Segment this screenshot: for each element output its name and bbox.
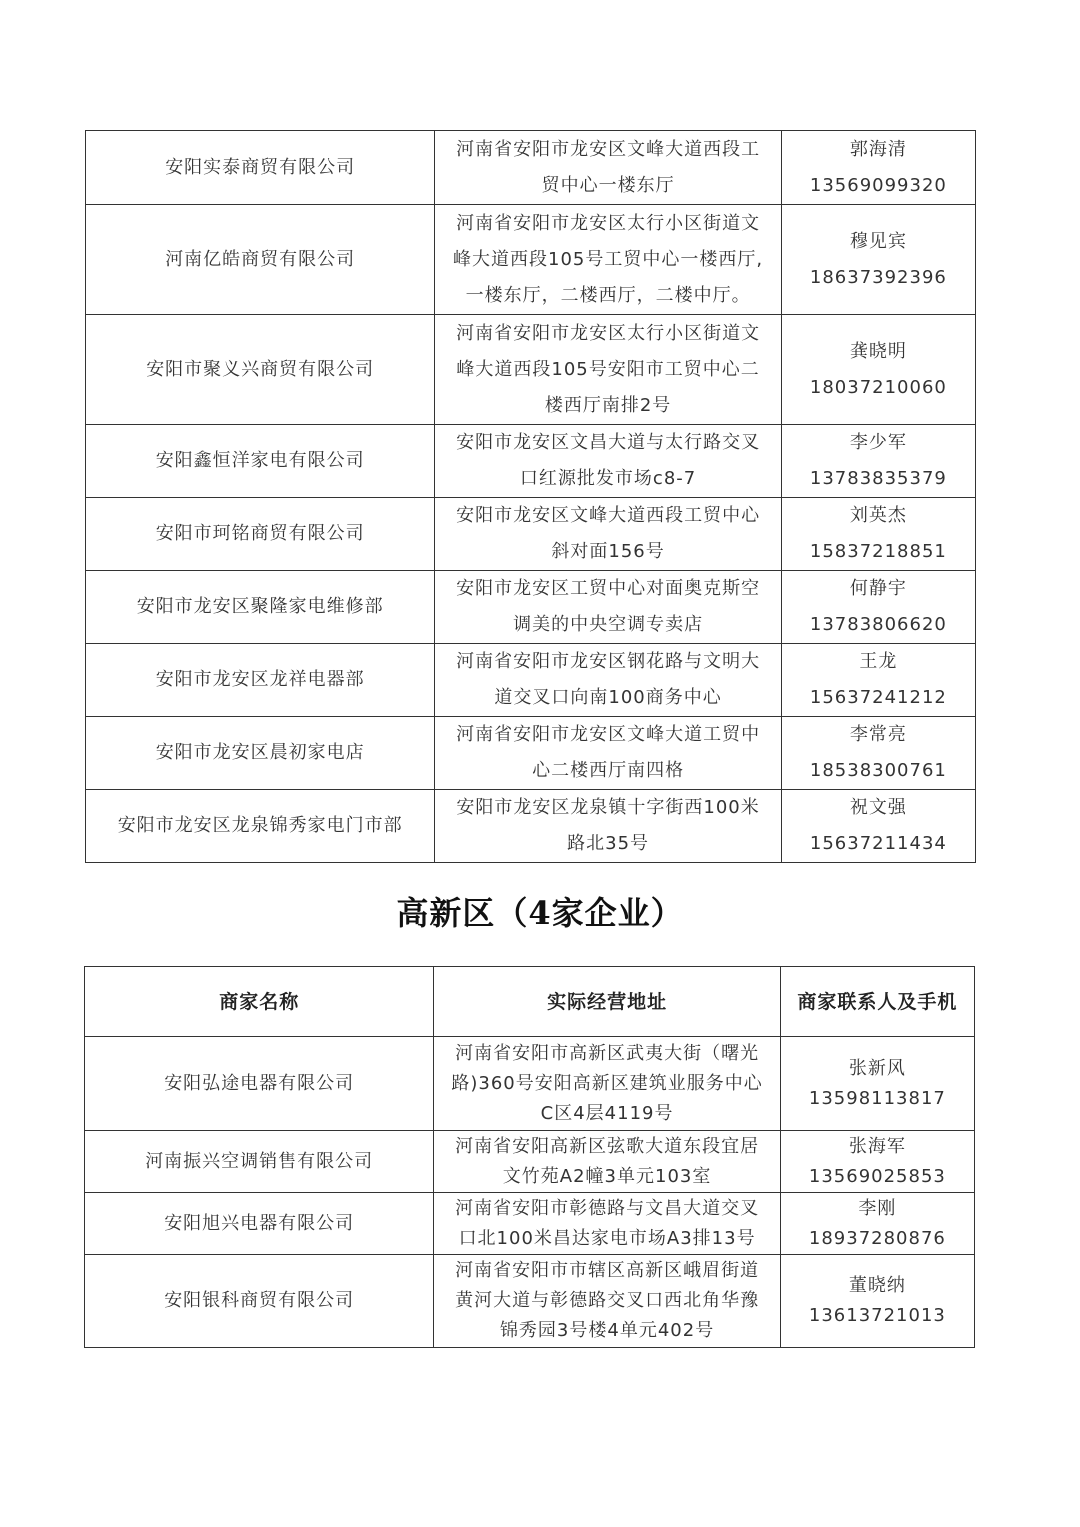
column-header-contact: 商家联系人及手机 [780,967,974,1037]
merchant-contact: 李刚 18937280876 [780,1193,974,1255]
longan-merchant-table [85,130,976,863]
section-title: 高新区（4家企业） [396,894,684,932]
merchant-name: 安阳银科商贸有限公司 [85,1255,434,1348]
table-row [86,498,976,571]
merchant-name: 安阳市龙安区晨初家电店 [86,717,435,790]
merchant-name: 河南亿皓商贸有限公司 [86,205,435,315]
merchant-address: 河南省安阳市市辖区高新区峨眉街道 黄河大道与彰德路交叉口西北角华豫 锦秀园3号楼4单元402号 [434,1255,780,1348]
table-row [85,1193,975,1255]
merchant-contact: 李少军 13783835379 [781,425,975,498]
merchant-contact: 何静宇 13783806620 [781,571,975,644]
table-row [86,644,976,717]
merchant-name: 安阳鑫恒洋家电有限公司 [86,425,435,498]
table-row [85,1037,975,1131]
merchant-contact: 李常亮 18538300761 [781,717,975,790]
merchant-address: 安阳市龙安区文昌大道与太行路交叉 口红源批发市场c8-7 [435,425,781,498]
merchant-contact: 穆见宾 18637392396 [781,205,975,315]
merchant-address: 河南省安阳市龙安区文峰大道西段工 贸中心一楼东厅 [435,131,781,205]
merchant-name: 河南振兴空调销售有限公司 [85,1131,434,1193]
table-row [86,717,976,790]
table-row [86,131,976,205]
merchant-contact: 郭海清 13569099320 [781,131,975,205]
merchant-contact: 董晓纳 13613721013 [780,1255,974,1348]
table-row [86,315,976,425]
table-row [86,205,976,315]
merchant-name: 安阳市龙安区龙祥电器部 [86,644,435,717]
table-row [85,1131,975,1193]
gaoxin-merchant-table [84,966,975,1348]
merchant-address: 河南省安阳高新区弦歌大道东段宜居 文竹苑A2幢3单元103室 [434,1131,780,1193]
merchant-address: 河南省安阳市高新区武夷大街（曙光 路)360号安阳高新区建筑业服务中心 C区4层4119号 [434,1037,780,1131]
merchant-address: 河南省安阳市龙安区文峰大道工贸中 心二楼西厅南四格 [435,717,781,790]
merchant-contact: 龚晓明 18037210060 [781,315,975,425]
gaoxin-table-body [85,1037,975,1348]
merchant-name: 安阳旭兴电器有限公司 [85,1193,434,1255]
table-row [86,571,976,644]
merchant-name: 安阳实泰商贸有限公司 [86,131,435,205]
merchant-contact: 刘英杰 15837218851 [781,498,975,571]
merchant-name: 安阳市龙安区聚隆家电维修部 [86,571,435,644]
merchant-contact: 祝文强 15637211434 [781,790,975,863]
merchant-name: 安阳市珂铭商贸有限公司 [86,498,435,571]
header-row [85,967,975,1037]
longan-table-body [86,131,976,863]
merchant-contact: 张海军 13569025853 [780,1131,974,1193]
merchant-address: 安阳市龙安区工贸中心对面奥克斯空 调美的中央空调专卖店 [435,571,781,644]
column-header-address: 实际经营地址 [434,967,780,1037]
merchant-address: 安阳市龙安区文峰大道西段工贸中心 斜对面156号 [435,498,781,571]
merchant-address: 安阳市龙安区龙泉镇十字街西100米 路北35号 [435,790,781,863]
merchant-name: 安阳市龙安区龙泉锦秀家电门市部 [86,790,435,863]
merchant-name: 安阳弘途电器有限公司 [85,1037,434,1131]
merchant-address: 河南省安阳市龙安区钢花路与文明大 道交叉口向南100商务中心 [435,644,781,717]
column-header-name: 商家名称 [85,967,434,1037]
table-row [86,790,976,863]
merchant-address: 河南省安阳市龙安区太行小区街道文 峰大道西段105号安阳市工贸中心二 楼西厅南排2号 [435,315,781,425]
merchant-name: 安阳市聚义兴商贸有限公司 [86,315,435,425]
merchant-address: 河南省安阳市龙安区太行小区街道文 峰大道西段105号工贸中心一楼西厅, 一楼东厅，二楼西厅，二楼中厅。 [435,205,781,315]
table-row [85,1255,975,1348]
merchant-contact: 张新风 13598113817 [780,1037,974,1131]
gaoxin-table-header [85,967,975,1037]
merchant-address: 河南省安阳市彰德路与文昌大道交叉 口北100米昌达家电市场A3排13号 [434,1193,780,1255]
table-row [86,425,976,498]
merchant-contact: 王龙 15637241212 [781,644,975,717]
